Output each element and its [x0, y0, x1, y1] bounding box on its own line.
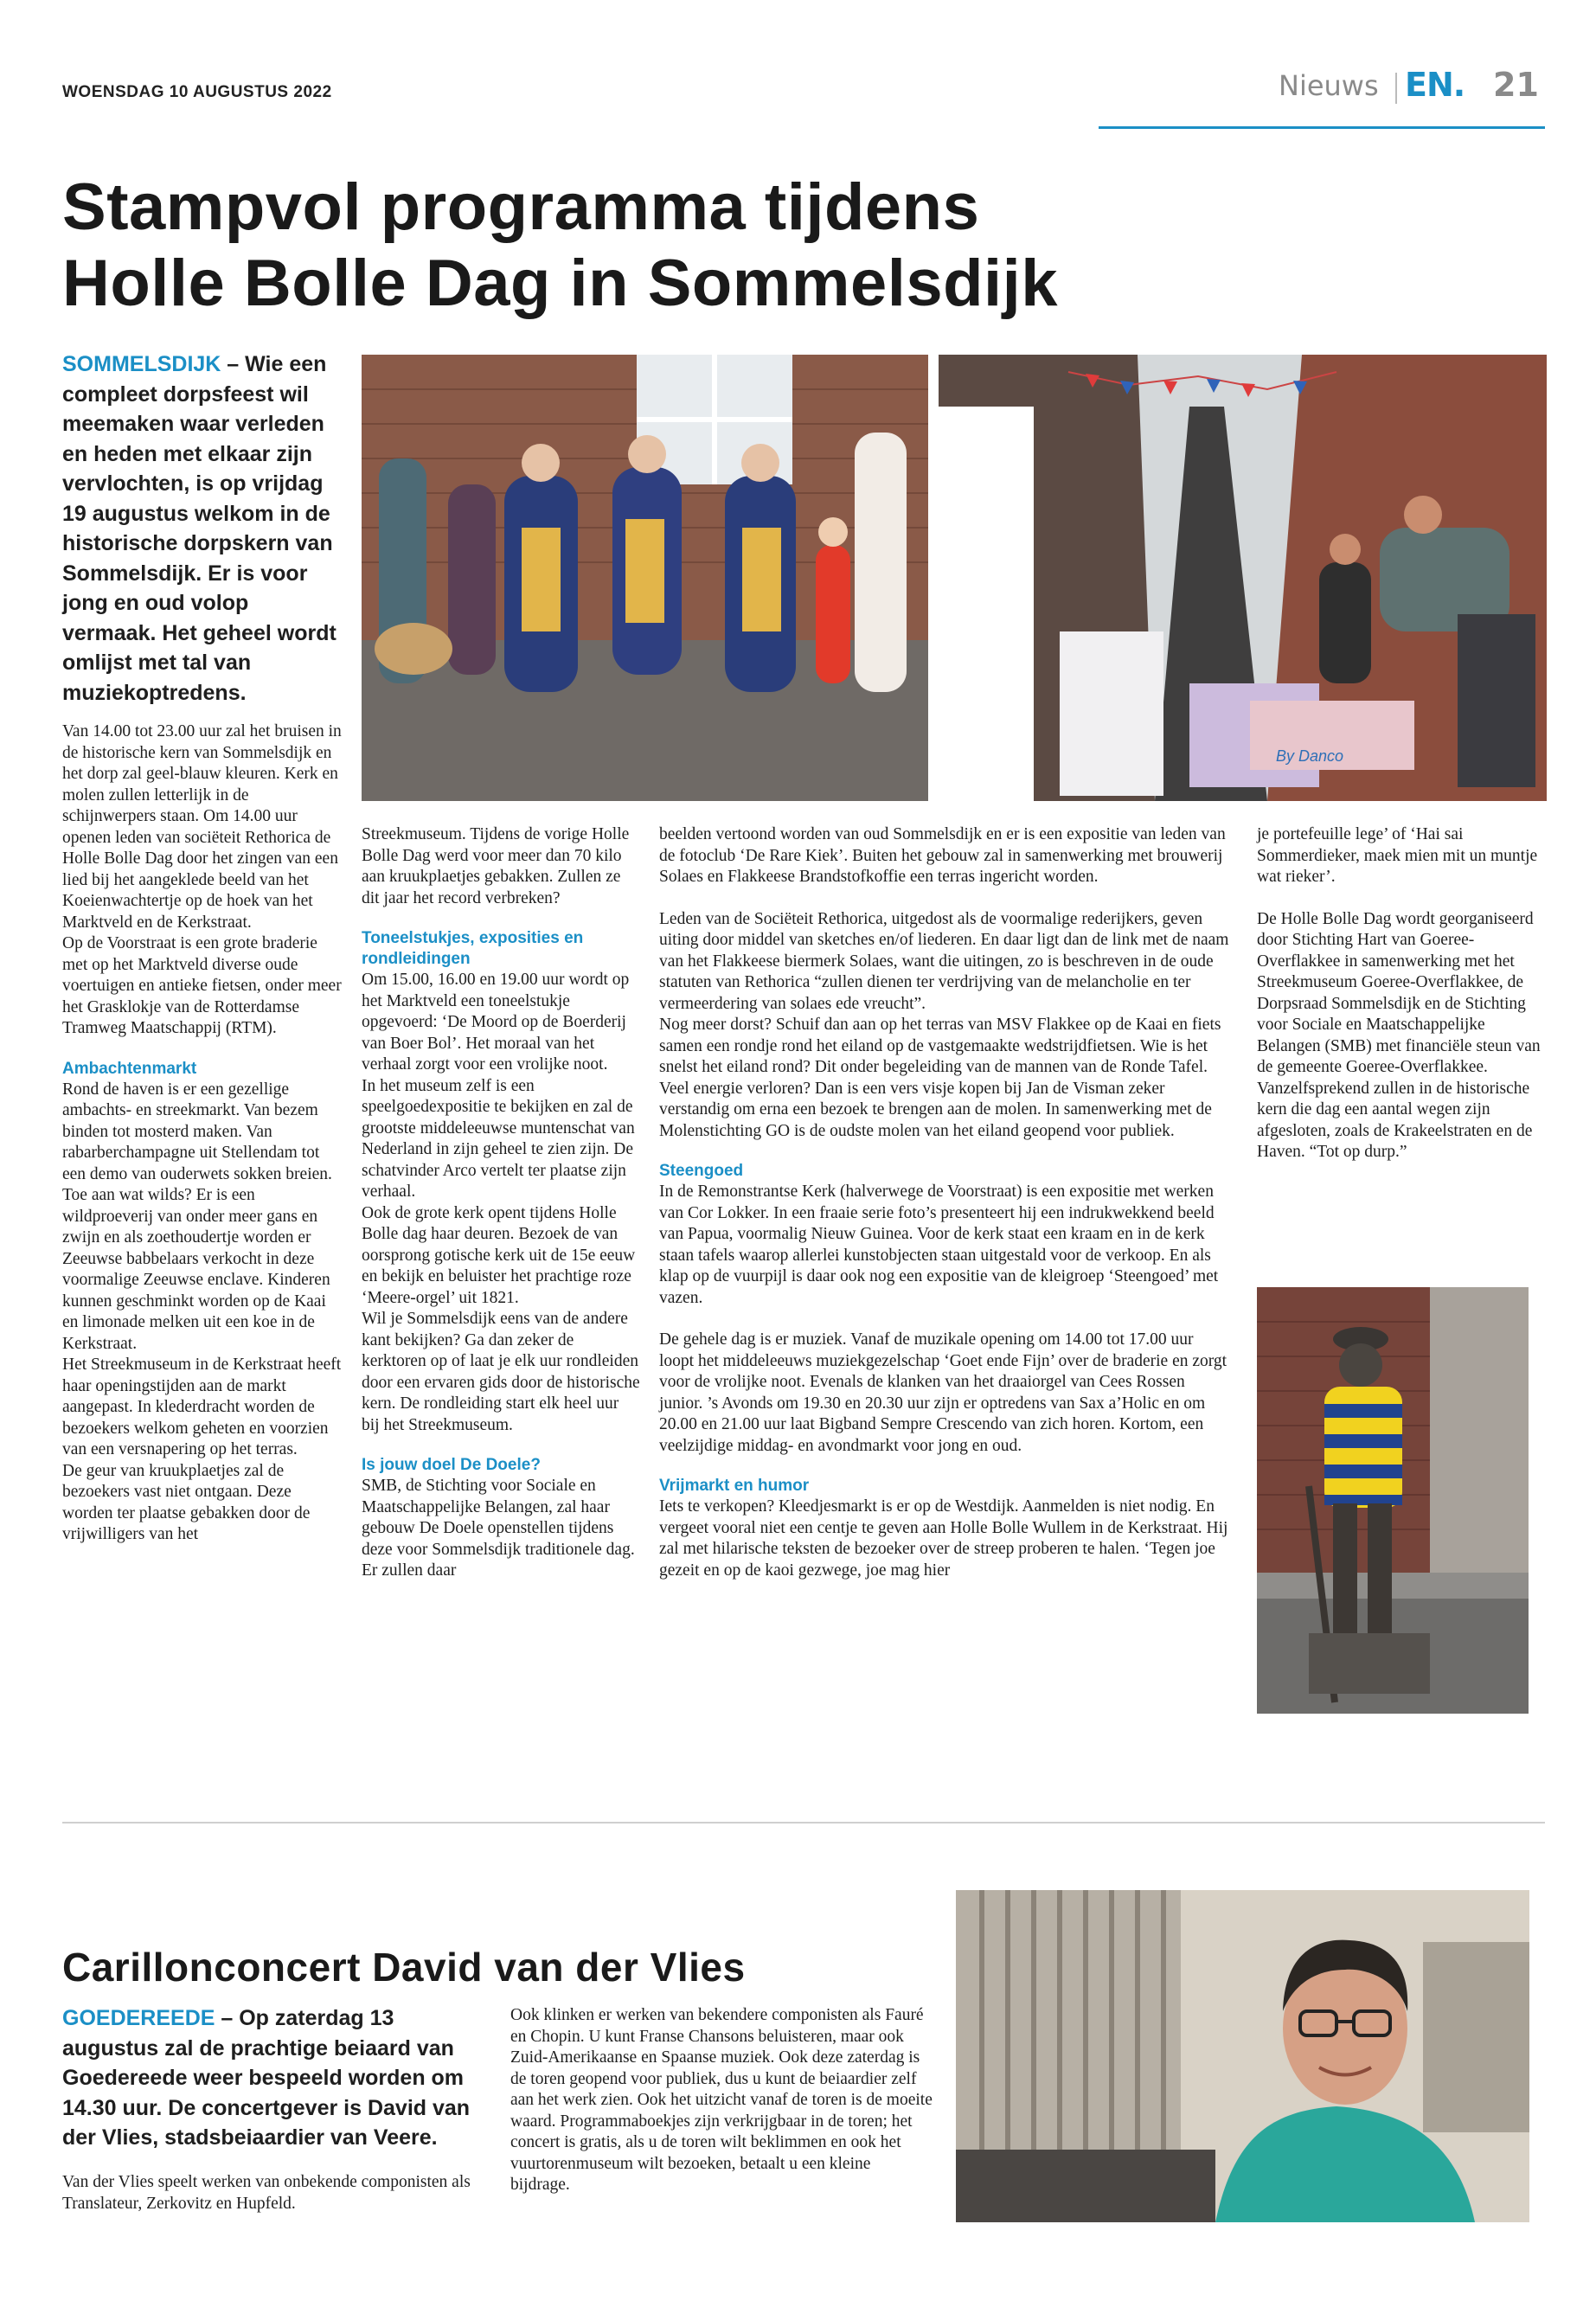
newspaper-logo: EN.: [1405, 66, 1465, 104]
paragraph: Om 15.00, 16.00 en 19.00 uur wordt op het Marktveld een toneelstukje opgevoerd: ‘De Moord op de Boerderij van Boer Bol’. Het moraal van het verhaal zorgt voor een vrolijke noot.: [362, 971, 630, 1074]
photo-carillonneur-portrait: [956, 1890, 1529, 2222]
subheading-toneelstukjes: Toneelstukjes, exposities en rondleidingen: [362, 929, 584, 968]
article2-column-1: [62, 2172, 512, 2214]
paragraph: Veel energie verloren? Dan is een vers visje kopen bij Jan de Visman zeker verstandig om erna een bezoek te brengen aan de molen. In samenwerking met de Molenstichting GO is de oudste molen van het eiland geopend voor publiek.: [659, 1079, 1212, 1140]
article1-dateline: SOMMELSDIJK: [62, 352, 221, 376]
header-rule: [1099, 126, 1545, 129]
paragraph: Leden van de Sociëteit Rethorica, uitgedost als de voormalige rederijkers, geven uiting door middel van sketches en/of liederen. En daar ligt dan de link met de naam van het Flakkeese biermerk Solaes, want die uitingen, zo is beschreven in de oude statuten van Rethorica “zullen dienen ter verdrijving van de melancholie en ter vermeerdering van solaes ede vreucht”.: [659, 909, 1229, 1013]
article-divider: [62, 1822, 1545, 1823]
subheading-vrijmarkt: Vrijmarkt en humor: [659, 1477, 810, 1495]
paragraph: Ook de grote kerk opent tijdens Holle Bolle dag haar deuren. Bezoek de van oorsprong gotische kerk uit de 15e eeuw en bekijk en beluister het prachtige roze ‘Meere-orgel’ uit 1821.: [362, 1203, 636, 1307]
paragraph: Iets te verkopen? Kleedjesmarkt is er op de Westdijk. Aanmelden is niet nodig. En vergeet vooral niet een centje te geven aan Holle Bolle Wullem in de Kerkstraat. Hij zal met hilarische teksten de bezoeker over de streep proberen te halen. ‘Tegen joe gezeit en op de kaoi gezwege, joe mag hier: [659, 1497, 1228, 1580]
headline-line2: Holle Bolle Dag in Sommelsdijk: [62, 247, 1059, 320]
paragraph: Van der Vlies speelt werken van onbekende componisten als Translateur, Zerkovitz en Hupfeld.: [62, 2173, 471, 2213]
article2-lead-text: – Op zaterdag 13 augustus zal de prachtige beiaard van Goedereede weer bespeeld worden om 14.30 uur. De concertgever is David van der Vlies, stadsbeiaardier van Veere.: [62, 2006, 471, 2150]
paragraph: SMB, de Stichting voor Sociale en Maatschappelijke Belangen, zal haar gebouw De Doele openstellen tijdens deze voor Sommelsdijk traditionele dag. Er zullen daar: [362, 1477, 635, 1580]
paragraph: beelden vertoond worden van oud Sommelsdijk en er is een expositie van leden van de fotoclub ‘De Rare Kiek’. Buiten het gebouw zal in samenwerking met brouwerij Solaes en Flakkeese Brandstofkoffie een terras ingericht worden.: [659, 825, 1226, 886]
paragraph: je portefeuille lege’ of ‘Hai sai Sommerdieker, maek mien mit un muntje wat rieker’.: [1257, 825, 1538, 886]
photo-costumed-singers: [362, 355, 928, 801]
paragraph: De geur van kruukplaetjes zal de bezoekers vast niet ontgaan. Deze worden ter plaatse gebakken door de vrijwilligers van het: [62, 1461, 311, 1543]
paragraph: Op de Voorstraat is een grote braderie met op het Marktveld diverse oude voertuigen en antieke fietsen, onder meer het Grasklokje van de Rotterdamse Tramweg Maatschappij (RTM).: [62, 934, 342, 1037]
article1-column-4: [1257, 824, 1547, 1163]
paragraph: Streekmuseum. Tijdens de vorige Holle Bolle Dag werd voor meer dan 70 kilo aan kruukplaetjes gebakken. Zullen ze dit jaar het record verbreken?: [362, 825, 630, 907]
issue-date: WOENSDAG 10 AUGUSTUS 2022: [62, 83, 332, 101]
subheading-steengoed: Steengoed: [659, 1162, 744, 1180]
page-number: 21: [1493, 66, 1539, 104]
article2-headline: Carillonconcert David van der Vlies: [62, 1945, 746, 1990]
paragraph: Ook klinken er werken van bekendere componisten als Fauré en Chopin. U kunt Franse Chansons beluisteren, maar ook Zuid-Amerikaanse en Spaanse muziek. Ook deze zaterdag is de toren geopend voor publiek, dus u kunt de beiaardier zelf aan het werk zien. Ook het uitzicht vanaf de toren is de moeite waard. Programmaboekjes zijn verkrijgbaar in de toren; het concert is gratis, als u de toren wilt beklimmen en ook het vuurtorenmuseum wilt bezoeken, betaalt u een kleine bijdrage.: [510, 2006, 933, 2194]
paragraph: In het museum zelf is een speelgoedexpositie te bekijken en zal de grootste middeleeuwse muntenschat van Nederland in zijn geheel te zien zijn. De schatvinder Arco vertelt ter plaatse zijn verhaal.: [362, 1076, 635, 1201]
paragraph: Rond de haven is er een gezellige ambachts- en streekmarkt. Van bezem binden tot mosterd maken. Van rabarberchampagne uit Stellendam tot een demo van ouderwets sokken breien. Toe aan wat wilds? Er is een wildproeverij van onder meer gans en zwijn en als zoethoudertje worden er Zeeuwse babbelaars verkocht in deze voormalige Zeeuwse enclave. Kinderen kunnen geschminkt worden op de Kaai en limonade melken uit een koe in de Kerkstraat.: [62, 1080, 332, 1353]
paragraph: Van 14.00 tot 23.00 uur zal het bruisen in de historische kern van Sommelsdijk en het dorp zal geel-blauw kleuren. Kerk en molen zullen letterlijk in de schijnwerpers staan. Om 14.00 uur openen leden van sociëteit Rethorica de Holle Bolle Dag door het zingen van een lied bij het aangeklede beeld van het Koeienwachtertje op de hoek van het Marktveld en de Kerkstraat.: [62, 722, 342, 932]
photo-sign-text: By Danco: [1276, 747, 1344, 765]
paragraph: De gehele dag is er muziek. Vanaf de muzikale opening om 14.00 tot 17.00 uur loopt het middeleeuws muziekgezelschap ‘Goet ende Fijn’ over de braderie en zorgt voor de vrolijke noot. Evenals de klanken van het draaiorgel van Cees Rossen junior. ’s Avonds om 19.30 en 20.30 uur zijn er optredens van Sax a’Holic en om 20.00 en 21.00 uur laat Bigband Sempre Crescendo van zich horen. Kortom, een veelzijdige middag- en avondmarkt voor jong en oud.: [659, 1330, 1227, 1455]
article2-column-2: [510, 2005, 933, 2196]
header-separator: [1395, 73, 1397, 104]
paragraph: In de Remonstrantse Kerk (halverwege de Voorstraat) is een expositie met werken van Cor Lokker. In een fraaie serie foto’s presenteert hij een indrukwekkend beeld van Papua, voormalig Nieuw Guinea. Voor de kerk staat een kraam en in de kerk staan tafels waarop allerlei kunstobjecten staan uitgestald voor de verkoop. En als klap op de vuurpijl is daar ook nog een expositie van de kleigroep ‘Steengoed’ met vazen.: [659, 1183, 1219, 1307]
headline-line1: Stampvol programma tijdens: [62, 170, 980, 244]
photo-koeienwachtertje-statue: [1257, 1287, 1529, 1714]
article1-lead-text: – Wie een compleet dorpsfeest wil meemaken waar verleden en heden met elkaar zijn vervlochten, is op vrijdag 19 augustus welkom in de historische dorpskern van Sommelsdijk. Er is voor jong en oud volop vermaak. Het geheel wordt omlijst met tal van muziekoptredens.: [62, 352, 337, 705]
section-label: Nieuws: [1279, 69, 1379, 102]
article1-column-3: [659, 824, 1232, 1581]
article2-dateline: GOEDEREEDE: [62, 2006, 215, 2030]
article1-lead: [62, 349, 348, 708]
article1-column-2: [362, 824, 640, 1582]
article2-lead: [62, 2003, 495, 2153]
subheading-de-doele: Is jouw doel De Doele?: [362, 1456, 541, 1474]
paragraph: Nog meer dorst? Schuif dan aan op het terras van MSV Flakkee op de Kaai en fiets samen een rondje rond het eiland op de vastgemaakte wedstrijdfietsen. Wie is het snelst het eiland rond? Dit onder begeleiding van de mannen van de Ronde Tafel.: [659, 1016, 1221, 1076]
article1-headline: [62, 170, 1187, 322]
paragraph: De Holle Bolle Dag wordt georganiseerd door Stichting Hart van Goeree-Overflakkee in samenwerking met het Streekmuseum Goeree-Overflakkee, de Dorpsraad Sommelsdijk en de Stichting voor Sociale en Maatschappelijke Belangen (SMB) met financiële steun van de gemeente Goeree-Overflakkee. Vanzelfsprekend zullen in de historische kern die dag een aantal wegen zijn afgesloten, zoals de Krakeelstraten en de Haven. “Tot op durp.”: [1257, 909, 1541, 1161]
paragraph: Het Streekmuseum in de Kerkstraat heeft haar openingstijden aan de markt aangepast. In klederdracht worden de bezoekers welkom geheten en voorzien van een versnapering op het terras.: [62, 1356, 342, 1458]
paragraph: Wil je Sommelsdijk eens van de andere kant bekijken? Ga dan zeker de kerktoren op of laat je elk uur rondleiden door een ervaren gids door de historische kern. De rondleiding start elk heel uur bij het Streekmuseum.: [362, 1310, 640, 1434]
subheading-ambachtenmarkt: Ambachtenmarkt: [62, 1059, 197, 1078]
photo-street-market: [939, 355, 1547, 801]
article1-column-1: [62, 721, 346, 1546]
